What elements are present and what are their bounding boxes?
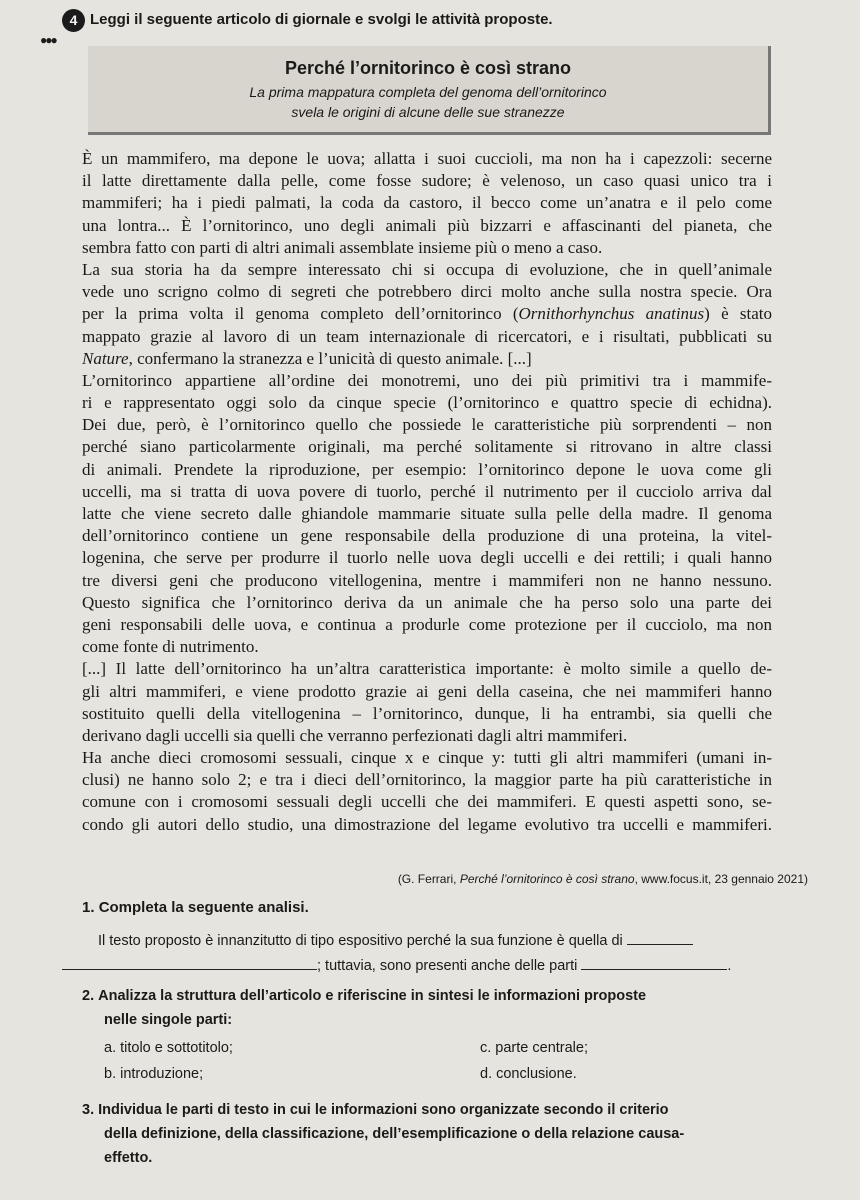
article-title-box (88, 46, 771, 135)
exercise-instruction: Leggi il seguente articolo di giornale e svolgi le attività proposte. (90, 11, 553, 28)
article-line: logenina, che serve per produrre il tuorlo nelle uova degli uccelli e dei rettili; i quali hanno (82, 548, 772, 568)
question-1-text: Completa la seguente analisi. (98, 899, 309, 916)
question-2-item-c: c. parte centrale; (480, 1040, 588, 1056)
question-2-line-1 (82, 988, 646, 1004)
article-line: latte che viene secreto dalle ghiandole mammarie situate sulla pelle della madre. Il genoma (82, 504, 772, 523)
question-3-text-2: della definizione, della classificazione, dell’esemplificazione o della relazione causa- (104, 1126, 685, 1142)
question-3-number: 3. (82, 1102, 95, 1118)
answer-blank-1[interactable] (627, 931, 693, 945)
question-2-item-a: a. titolo e sottotitolo; (104, 1040, 233, 1056)
article-line: [...] Il latte dell’ornitorinco ha un’altra caratteristica importante: è molto simile a quello de- (82, 659, 772, 679)
question-2-text-2: nelle singole parti: (104, 1012, 233, 1028)
article-line: derivano dagli uccelli sia quelli che verranno perfezionati dagli altri mammiferi. (82, 725, 628, 745)
article-line: Ha anche dieci cromosomi sessuali, cinque x e cinque y: tutti gli altri mammiferi (umani in- (82, 748, 772, 768)
question-3-line-2 (104, 1126, 684, 1142)
question-2-item-b: b. introduzione; (104, 1066, 204, 1082)
answer-blank-3[interactable] (581, 956, 727, 970)
article-line: gli altri mammiferi, e viene prodotto grazie ai geni della caseina, che nei mammiferi hanno (82, 681, 772, 701)
article-citation (398, 872, 808, 886)
article-line: È un mammifero, ma depone le uova; allatta i suoi cuccioli, ma non ha i capezzoli: secerne (82, 149, 772, 168)
article-line: per la prima volta il genoma completo dell’ornitorinco (Ornithorhynchus anatinus) è stato (82, 304, 772, 324)
article-title: Perché l’ornitorinco è così strano (284, 58, 572, 78)
article-line: perché siano particolarmente originali, ma perché solitamente si ritrovano in altre classi (82, 437, 772, 457)
question-1-number: 1. (82, 899, 95, 916)
article-line: L’ornitorinco appartiene all’ordine dei monotremi, uno dei più primitivi tra i mammife- (82, 370, 772, 390)
article-line: Dei due, però, è l’ornitorinco quello che possiede le caratteristiche più sorprendenti – non (82, 415, 772, 435)
article-line: una lontra... È l’ornitorinco, uno degli animali più bizzarri e affascinanti del pianeta, che (82, 215, 772, 235)
article-line: geni responsabili delle uova, e continua a produrle come protezione per il cucciolo, ma non (82, 614, 772, 634)
article-line: vede uno scrigno colmo di segreti che potrebbero dirci molto anche sulla nostra specie. Ora (82, 282, 772, 302)
question-1-end-punct: . (727, 958, 732, 974)
article-line: ri e rappresentato oggi solo da cinque specie (l’ornitorinco e quattro specie di echidna). (82, 393, 772, 413)
question-1-line-1 (98, 931, 693, 949)
italic-term: Nature (82, 348, 129, 368)
article-line: come fonte di nutrimento. (82, 637, 259, 657)
article-line: condo gli autori dello studio, una dimostrazione del legame evolutivo tra uccelli e mammiferi. (82, 814, 772, 834)
article-line: di animali. Prendete la riproduzione, per esempio: l’ornitorinco depone le uova come gli (82, 459, 772, 479)
exercise-header (38, 6, 838, 46)
question-3-line-1 (82, 1102, 669, 1118)
difficulty-dots-icon: ●●● (40, 33, 56, 47)
question-1-line-1-text: Il testo proposto è innanzitutto di tipo espositivo perché la sua funzione è quella di (98, 933, 623, 949)
article-line: La sua storia ha da sempre interessato chi si occupa di evoluzione, che in quell’animale (82, 259, 772, 279)
article-line: Questo significa che l’ornitorinco deriva da un animale che ha perso solo una parte dei (82, 592, 772, 612)
article-subtitle-line-1: La prima mappatura completa del genoma dell’ornitorinco (249, 84, 607, 100)
question-2-number: 2. (82, 988, 95, 1004)
article-subtitle-line-2: svela le origini di alcune delle sue stranezze (291, 104, 565, 120)
question-2-line-2 (104, 1012, 232, 1028)
question-1-line-2 (62, 956, 731, 974)
question-3-text-3: effetto. (104, 1150, 153, 1166)
article-line: comune con i cromosomi sessuali degli uccelli che dei mammiferi. E questi aspetti sono, se- (82, 792, 772, 812)
citation-title: Perché l’ornitorinco è così strano (459, 872, 635, 886)
citation-prefix: (G. Ferrari, (397, 872, 460, 886)
question-2-text: Analizza la struttura dell’articolo e riferiscine in sintesi le informazioni proposte (98, 988, 647, 1004)
question-3-text: Individua le parti di testo in cui le informazioni sono organizzate secondo il criterio (98, 1102, 669, 1118)
article-line: il latte direttamente dalla pelle, come fosse sudore; è velenoso, un caso quasi unico tra i (82, 171, 772, 191)
article-line: mammiferi; ha i piedi palmati, la coda da castoro, il becco come un’anatra e il pelo come (82, 193, 772, 213)
question-1-heading (82, 899, 309, 916)
article-line: dell’ornitorinco contiene un gene responsabile della produzione di una proteina, la vitel- (82, 526, 772, 546)
question-1-line-2-text: ; tuttavia, sono presenti anche delle parti (317, 958, 578, 974)
question-2-item-d: d. conclusione. (480, 1066, 577, 1082)
article-line: clusi) ne hanno solo 2; e tra i dieci dell’ornitorinco, la maggior parte ha più caratteristiche in (82, 770, 772, 790)
article-line: sostituito quelli della vitellogenina – l’ornitorinco, dunque, li ha entrambi, sia quelli che (82, 703, 772, 723)
article-line: sembra fatto con parti di altri animali assemblate insieme più o meno a caso. (82, 237, 603, 257)
article-line: tre diversi geni che producono vitellogenina, mentre i mammiferi non ne hanno nessuno. (82, 570, 772, 590)
article-line: uccelli, ma si tratta di uova povere di tuorlo, perché il nutrimento per il cucciolo arriva dal (82, 481, 772, 501)
question-3-line-3 (104, 1150, 152, 1166)
exercise-number-badge: 4 (62, 9, 85, 32)
italic-term: Ornithorhynchus anatinus (518, 304, 705, 324)
article-line: mappato grazie al lavoro di un team internazionale di ricercatori, e i risultati, pubblicati su (82, 326, 772, 346)
answer-blank-2[interactable] (62, 956, 317, 970)
citation-suffix: , www.focus.it, 23 gennaio 2021) (634, 872, 808, 886)
article-line: Nature, confermano la stranezza e l’unicità di questo animale. [...] (82, 348, 532, 368)
article-body (82, 148, 772, 836)
